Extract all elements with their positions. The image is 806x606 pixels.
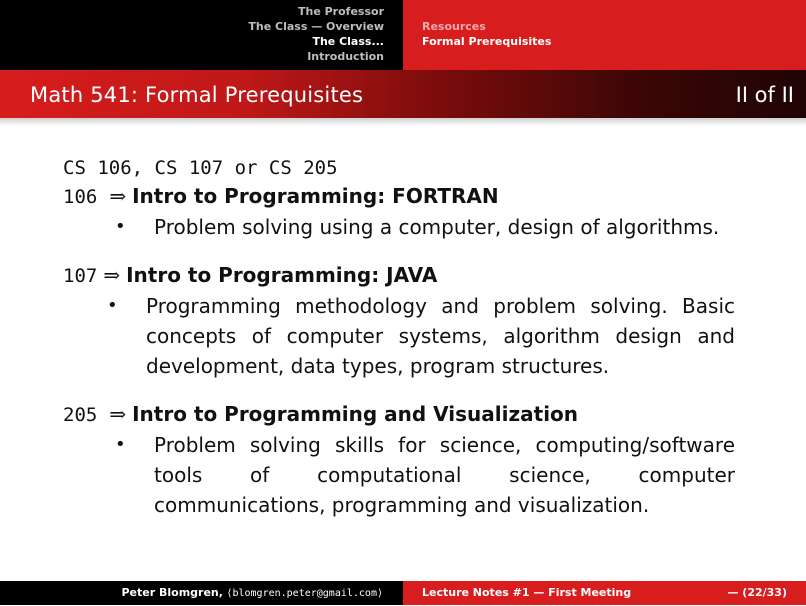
footer-page-number: — (22/33) bbox=[727, 586, 787, 599]
nav-item-formal-prerequisites[interactable]: Formal Prerequisites bbox=[422, 35, 552, 48]
nav-item-introduction[interactable]: Introduction bbox=[307, 50, 384, 63]
course-heading bbox=[63, 399, 743, 430]
bullet-icon: • bbox=[107, 295, 118, 316]
slide-footer bbox=[0, 581, 806, 605]
course-number: 107 bbox=[63, 265, 98, 287]
bullet-icon: • bbox=[115, 216, 126, 237]
implies-arrow: ⇒ bbox=[109, 184, 127, 208]
title-bar-shadow bbox=[0, 118, 806, 126]
course-description-text: Problem solving skills for science, computing/software tools of computational science, computer communications, programming and visualization. bbox=[154, 433, 735, 517]
course-description bbox=[63, 430, 735, 520]
course-description bbox=[63, 212, 743, 242]
course-name: Intro to Programming: JAVA bbox=[126, 263, 438, 287]
course-heading bbox=[63, 181, 743, 212]
footer-author-panel bbox=[0, 581, 403, 605]
footer-lecture-title: Lecture Notes #1 — First Meeting bbox=[422, 586, 632, 599]
course-description-text: Programming methodology and problem solving. Basic concepts of computer systems, algorithm design and development, data types, program structures. bbox=[146, 294, 735, 378]
course-block-106 bbox=[63, 181, 743, 242]
course-name: Intro to Programming and Visualization bbox=[132, 402, 579, 426]
nav-item-resources[interactable]: Resources bbox=[422, 20, 486, 33]
course-block-107 bbox=[63, 260, 743, 381]
frame-counter: II of II bbox=[735, 83, 794, 107]
implies-arrow: ⇒ bbox=[103, 263, 121, 287]
bullet-icon: • bbox=[115, 434, 126, 455]
frame-title: Math 541: Formal Prerequisites bbox=[30, 83, 364, 107]
footer-author: Peter Blomgren, bbox=[121, 586, 223, 599]
nav-subsections-panel bbox=[403, 0, 806, 70]
implies-arrow: ⇒ bbox=[109, 402, 127, 426]
prerequisite-courses: CS 106, CS 107 or CS 205 bbox=[63, 157, 338, 179]
nav-item-the-professor[interactable]: The Professor bbox=[298, 5, 384, 18]
nav-sections-list bbox=[248, 4, 384, 64]
top-navigation bbox=[0, 0, 806, 70]
course-description bbox=[63, 291, 735, 381]
course-number: 205 bbox=[63, 404, 98, 426]
course-description-text: Problem solving using a computer, design of algorithms. bbox=[154, 215, 720, 239]
nav-subsections-list bbox=[422, 19, 551, 49]
nav-item-the-class[interactable]: The Class... bbox=[312, 35, 384, 48]
slide-content bbox=[63, 155, 743, 520]
nav-sections-panel bbox=[0, 0, 403, 70]
footer-email: ⟨blomgren.peter@gmail.com⟩ bbox=[226, 588, 383, 599]
course-number: 106 bbox=[63, 186, 98, 208]
course-heading bbox=[63, 260, 743, 291]
nav-item-class-overview[interactable]: The Class — Overview bbox=[248, 20, 384, 33]
footer-lecture-panel bbox=[403, 581, 806, 605]
course-name: Intro to Programming: FORTRAN bbox=[132, 184, 499, 208]
course-block-205 bbox=[63, 399, 743, 520]
